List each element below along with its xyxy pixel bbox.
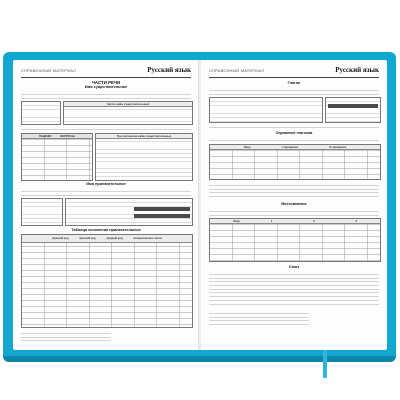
right-page — [201, 60, 387, 350]
declension-header-feminine: женский род — [79, 236, 96, 240]
declension-header-plural: множественное число — [133, 236, 162, 240]
right-page-header — [209, 66, 379, 76]
pronoun-title: Местоимение — [281, 202, 307, 206]
union-title: Союз — [288, 265, 300, 269]
verb-note-text — [209, 124, 379, 128]
three-declensions-caption: Три склонения имён существительных — [96, 134, 192, 140]
left-page — [13, 60, 199, 350]
adjective-title: Имя прилагательное — [86, 182, 126, 186]
adjective-examples-table — [65, 198, 193, 226]
pronoun-header-2: 2 — [313, 218, 315, 223]
adjective-gender-table — [21, 198, 63, 226]
reference-label: СПРАВОЧНЫЙ МАТЕРИАЛ — [21, 68, 76, 73]
notebook-cover-edge — [3, 356, 396, 362]
subject-title: Русский язык — [335, 66, 379, 74]
declension-header-masculine: мужской род — [52, 236, 69, 240]
noun-title: Имя существительное — [84, 85, 128, 89]
ribbon-bookmark — [323, 350, 327, 378]
case-header-questions: ВОПРОСЫ — [60, 133, 76, 138]
verb-definition-text — [209, 87, 379, 95]
pronoun-header-1: 1 — [270, 218, 273, 223]
noun-number-table — [63, 101, 193, 125]
noun-definition-text — [21, 91, 191, 99]
conjugation-header-person: Лицо — [243, 144, 251, 149]
case-table — [21, 133, 93, 181]
noun-number-caption: Число имён существительных — [64, 102, 192, 108]
declension-table-title: Таблица склонения прилагательных — [71, 228, 141, 232]
declension-header-neuter: средний род — [106, 236, 123, 240]
conjugation-table — [209, 144, 381, 180]
pronoun-header-3: 3 — [355, 218, 358, 223]
header-divider — [21, 77, 191, 78]
gender-table — [21, 101, 61, 125]
verb-forms-table — [209, 97, 323, 123]
reference-label: СПРАВОЧНЫЙ МАТЕРИАЛ — [209, 68, 264, 73]
union-examples-text — [209, 310, 309, 326]
section-title: ЧАСТИ РЕЧИ — [91, 80, 121, 85]
verb-tense-table — [325, 97, 381, 123]
adjective-declension-table — [21, 234, 193, 328]
conjugation-header-first: I спряжение — [281, 144, 299, 149]
conjugation-header-second: II спряжение — [328, 144, 347, 149]
case-header-cases: ПАДЕЖИ — [38, 133, 52, 138]
three-declensions-table — [95, 133, 193, 181]
conjugation-intro-text — [209, 137, 379, 141]
verb-title: Глагол — [287, 81, 301, 85]
pronoun-table — [209, 218, 381, 262]
adjective-definition-text — [21, 188, 191, 196]
left-page-header — [21, 66, 191, 76]
pronoun-header-person: Лицо — [232, 218, 241, 223]
subject-title: Русский язык — [147, 66, 191, 74]
header-divider — [209, 77, 379, 78]
declension-footnote-text — [21, 330, 111, 342]
declension-note-text — [21, 126, 191, 130]
conjugation-title: Спряжение глаголов — [275, 131, 313, 135]
pronoun-definition-text — [209, 208, 379, 216]
union-text — [209, 271, 379, 307]
conjugation-notes-text — [209, 182, 379, 198]
